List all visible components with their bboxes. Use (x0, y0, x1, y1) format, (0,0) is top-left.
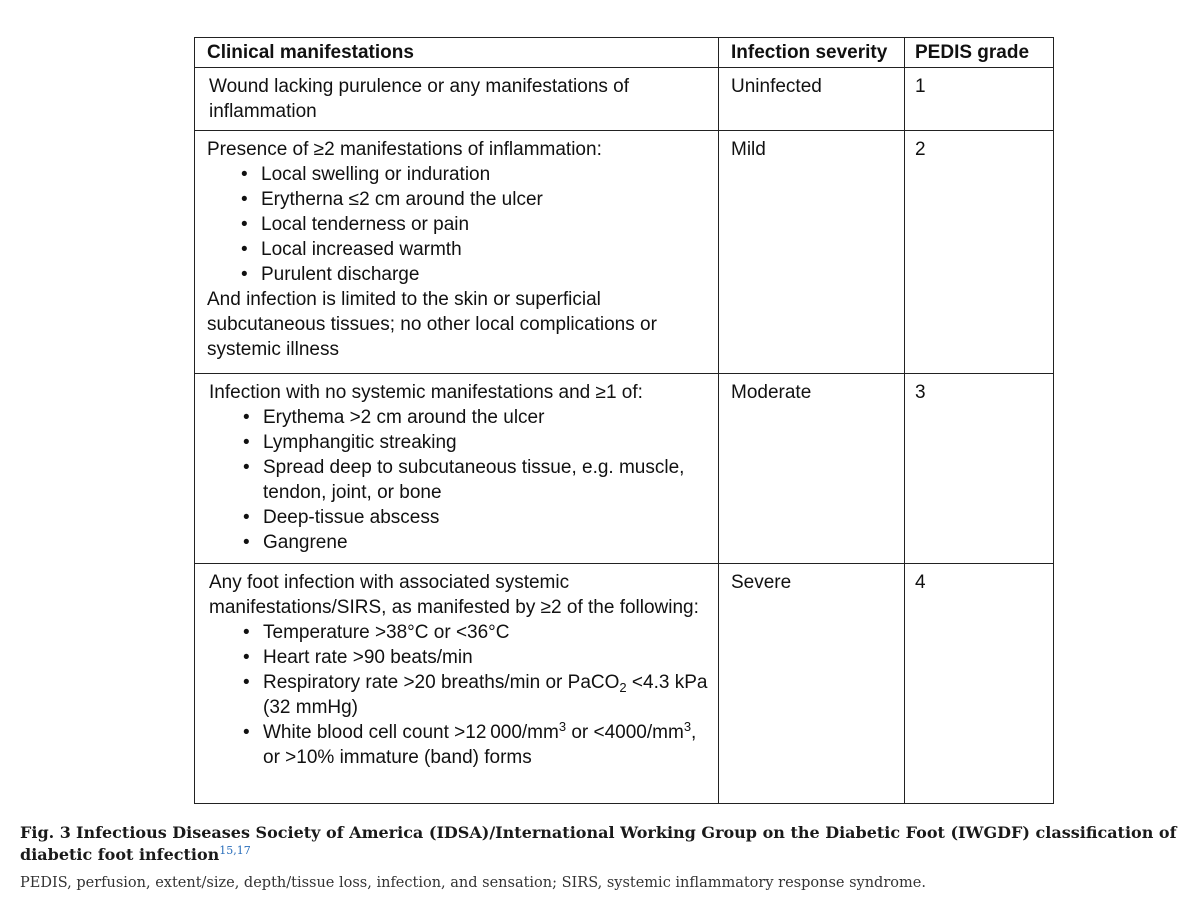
list-item: • Gangrene (243, 530, 718, 555)
severity-cell: Uninfected (719, 68, 905, 131)
list-item: • Spread deep to subcutaneous tissue, e.g. muscle, tendon, joint, or bone (243, 455, 718, 505)
list-item-respiratory (243, 670, 718, 720)
manifestation-list (209, 405, 718, 555)
list-item: • Local increased warmth (241, 237, 718, 262)
list-item: • Local swelling or induration (241, 162, 718, 187)
manifestation-lead: Infection with no systemic manifestations and ≥1 of: (209, 382, 643, 403)
manifestation-lead: Wound lacking purulence or any manifestations of inflammation (209, 76, 630, 122)
header-infection-severity: Infection severity (719, 38, 905, 68)
manifestation-list (209, 620, 718, 770)
wbc-text-pre: White blood cell count >12 000/mm (263, 722, 559, 743)
manifestation-list (207, 162, 718, 287)
table-row (195, 564, 1054, 804)
caption-footnote: PEDIS, perfusion, extent/size, depth/tissue loss, infection, and sensation; SIRS, systemic inflammatory response syndrome. (20, 875, 926, 891)
resp-subscript: 2 (619, 680, 627, 695)
table-row (195, 374, 1054, 564)
severity-cell: Moderate (719, 374, 905, 564)
list-item: • Local tenderness or pain (241, 212, 718, 237)
table-row (195, 131, 1054, 374)
manifestation-lead: Any foot infection with associated systemic manifestations/SIRS, as manifested by ≥2 of the following: (209, 572, 699, 618)
manifestations-cell (195, 131, 719, 374)
list-item: • Purulent discharge (241, 262, 718, 287)
manifestation-tail: And infection is limited to the skin or superficial subcutaneous tissues; no other local complications or systemic illness (207, 289, 657, 360)
header-pedis-grade: PEDIS grade (905, 38, 1054, 68)
manifestations-cell (195, 68, 719, 131)
list-item-wbc (243, 720, 718, 770)
caption-reference-link[interactable]: 15,17 (219, 844, 251, 857)
grade-cell: 3 (905, 374, 1054, 564)
list-item: • Deep-tissue abscess (243, 505, 718, 530)
list-item: • Erythema >2 cm around the ulcer (243, 405, 718, 430)
resp-text-post: <4.3 kPa (32 mmHg) (263, 672, 708, 718)
list-item: • Lymphangitic streaking (243, 430, 718, 455)
list-item: • Erytherna ≤2 cm around the ulcer (241, 187, 718, 212)
table-header-row (195, 38, 1054, 68)
grade-cell: 1 (905, 68, 1054, 131)
list-item: • Temperature >38°C or <36°C (243, 620, 718, 645)
severity-cell: Severe (719, 564, 905, 804)
table-row (195, 68, 1054, 131)
classification-table (194, 37, 1054, 804)
grade-cell: 4 (905, 564, 1054, 804)
wbc-text-mid: or <4000/mm (566, 722, 684, 743)
wbc-superscript: 3 (558, 719, 567, 734)
grade-cell: 2 (905, 131, 1054, 374)
manifestation-lead: Presence of ≥2 manifestations of inflammation: (207, 139, 602, 160)
resp-text-pre: Respiratory rate >20 breaths/min or PaCO (263, 672, 620, 693)
figure-caption (20, 822, 1190, 866)
wbc-text-post: , or >10% immature (band) forms (263, 722, 697, 768)
list-item: • Heart rate >90 beats/min (243, 645, 718, 670)
header-clinical-manifestations: Clinical manifestations (195, 38, 719, 68)
manifestations-cell (195, 564, 719, 804)
caption-title: Infectious Diseases Society of America (IDSA)/International Working Group on the Diabetic Foot (IWGDF) classification of diabetic foot infection (20, 823, 1177, 864)
severity-cell: Mild (719, 131, 905, 374)
figure-label: Fig. 3 (20, 823, 71, 842)
manifestations-cell (195, 374, 719, 564)
wbc-superscript: 3 (683, 719, 692, 734)
